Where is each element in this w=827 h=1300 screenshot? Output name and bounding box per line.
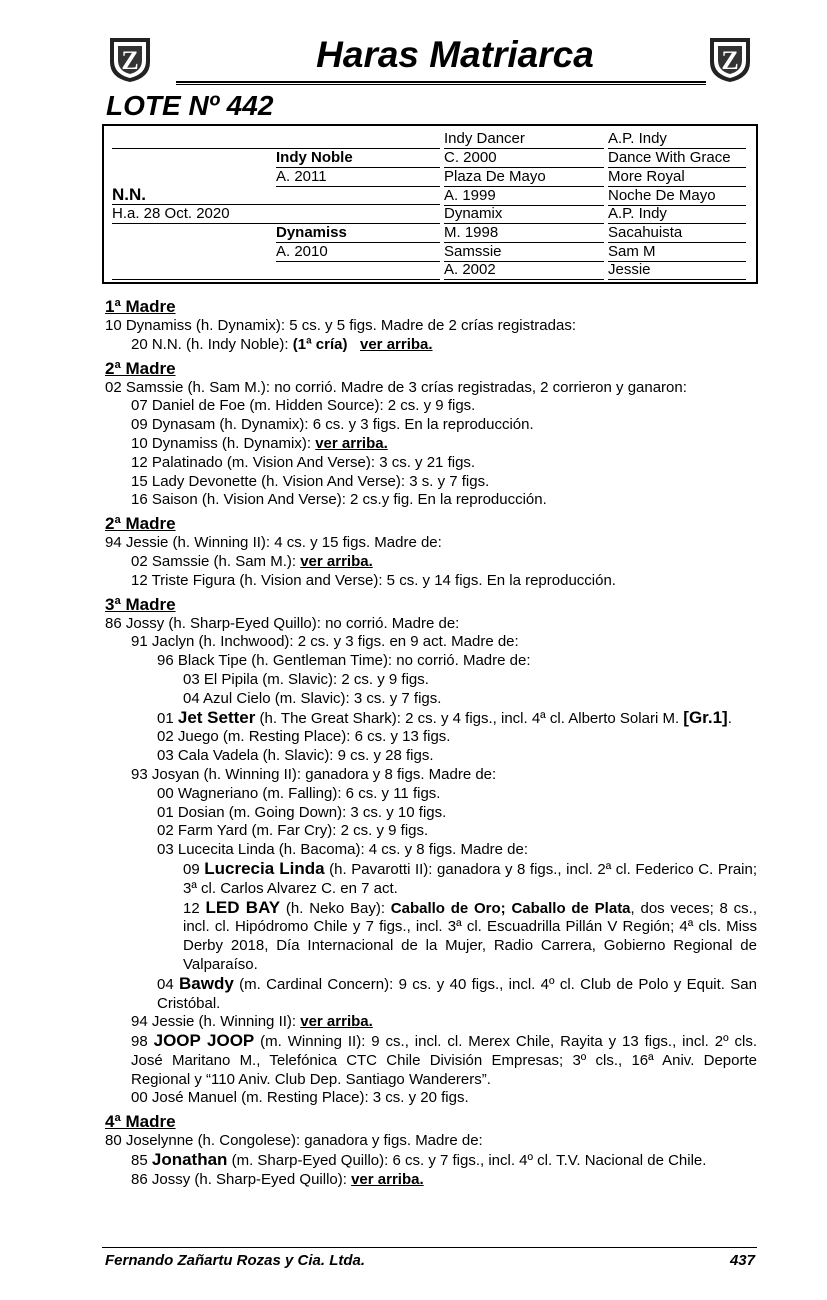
horse-name: LED BAY bbox=[205, 897, 281, 917]
pedigree-ds: Dynamix bbox=[444, 205, 604, 224]
entry-text: 85 bbox=[131, 1152, 152, 1170]
entry-line bbox=[105, 553, 757, 572]
pedigree-g8: Jessie bbox=[608, 261, 746, 280]
pedigree-dd: Samssie bbox=[444, 243, 604, 262]
pedigree-line bbox=[112, 261, 440, 280]
footer-company: Fernando Zañartu Rozas y Cia. Ltda. bbox=[105, 1252, 366, 1269]
page-number: 437 bbox=[729, 1252, 755, 1269]
entry-text: 98 bbox=[131, 1033, 154, 1051]
entry-text: (m. Winning II): 9 cs., incl. cl. Merex Chile, Rayita y 13 figs., incl. 2º cls. José Maritano M., Telefónica CTC Chile División Empresas; 3º cls., 16ª Aniv. Deporte Regional y “110 Aniv. Club Dep. Santiago Wanderers”. bbox=[131, 1033, 758, 1088]
entry-line: 02 Farm Yard (m. Far Cry): 2 cs. y 9 figs. bbox=[157, 822, 429, 840]
pedigree-dam: Dynamiss bbox=[276, 224, 440, 243]
entry-line bbox=[105, 435, 757, 454]
first-foal-note: (1ª cría) bbox=[292, 335, 348, 353]
horse-name: JOOP JOOP bbox=[153, 1031, 255, 1051]
pedigree-g5: A.P. Indy bbox=[608, 205, 746, 224]
entry-line: 03 Lucecita Linda (h. Bacoma): 4 cs. y 8 figs. Madre de: bbox=[157, 841, 529, 859]
section-heading: 3ª Madre bbox=[105, 594, 176, 614]
entry-text: (m. Cardinal Concern): 9 cs. y 40 figs., incl. 4º cl. Club de Polo y Equit. San Cristóbal. bbox=[157, 975, 757, 1012]
entry-line bbox=[105, 1013, 757, 1032]
entry-line bbox=[105, 336, 757, 355]
entry-line: 02 Juego (m. Resting Place): 6 cs. y 13 figs. bbox=[157, 728, 451, 746]
entry-line bbox=[105, 709, 757, 729]
pedigree-line bbox=[112, 130, 440, 149]
entry-text: . bbox=[727, 709, 732, 727]
pedigree-g1: A.P. Indy bbox=[608, 130, 746, 149]
horse-name: Jet Setter bbox=[177, 707, 256, 727]
pedigree-birth: H.a. 28 Oct. 2020 bbox=[112, 205, 440, 224]
entry-line bbox=[105, 860, 757, 899]
entry-line: 15 Lady Devonette (h. Vision And Verse): 3 s. y 7 figs. bbox=[131, 472, 490, 490]
entry-text: 94 Jessie (h. Winning II): bbox=[131, 1013, 301, 1031]
header-rule bbox=[176, 81, 706, 83]
entry-line: 91 Jaclyn (h. Inchwood): 2 cs. y 3 figs. en 9 act. Madre de: bbox=[131, 633, 519, 651]
pedigree-ds-year: M. 1998 bbox=[444, 224, 604, 243]
see-above-link: ver arriba. bbox=[300, 552, 373, 570]
entry-line: 16 Saison (h. Vision And Verse): 2 cs.y fig. En la reproducción. bbox=[131, 491, 547, 509]
pedigree-sire: Indy Noble bbox=[276, 149, 440, 168]
entry-text: (h. Neko Bay): bbox=[280, 899, 391, 917]
entry-text: 01 bbox=[157, 709, 178, 727]
section-heading: 4ª Madre bbox=[105, 1112, 176, 1132]
entry-line: 12 Triste Figura (h. Vision and Verse): 5 cs. y 14 figs. En la reproducción. bbox=[131, 571, 616, 589]
entry-line: 12 Palatinado (m. Vision And Verse): 3 cs. y 21 figs. bbox=[131, 453, 476, 471]
entry-line: 00 José Manuel (m. Resting Place): 3 cs. y 20 figs. bbox=[131, 1089, 469, 1107]
entry-line: 80 Joselynne (h. Congolese): ganadora y figs. Madre de: bbox=[105, 1132, 483, 1150]
see-above-link: ver arriba. bbox=[300, 1013, 373, 1031]
entry-line: 07 Daniel de Foe (m. Hidden Source): 2 cs. y 9 figs. bbox=[131, 397, 476, 415]
lot-title: LOTE Nº 442 bbox=[106, 90, 274, 121]
footer-rule bbox=[102, 1247, 757, 1248]
entry-text: , dos veces; 8 cs., incl. cl. Hipódromo Chile y 7 figs., incl. 3ª cl. Escuadrilla Pillán V Región; 4ª cls. Miss Derby 2018, Día Internacional de la Mujer, Radio Carrera, Gobierno Regional de Valparaíso. bbox=[183, 899, 758, 973]
dam-line-content bbox=[105, 293, 757, 1190]
entry-text: 02 Samssie (h. Sam M.): bbox=[131, 552, 301, 570]
pedigree-g7: Sam M bbox=[608, 243, 746, 262]
section-heading: 2ª Madre bbox=[105, 514, 176, 534]
entry-line bbox=[105, 1171, 757, 1190]
entry-line: 00 Wagneriano (m. Falling): 6 cs. y 11 figs. bbox=[157, 784, 441, 802]
horse-name: Bawdy bbox=[179, 973, 234, 993]
see-above-link: ver arriba. bbox=[315, 434, 388, 452]
entry-text: 86 Jossy (h. Sharp-Eyed Quillo): bbox=[131, 1170, 352, 1188]
entry-line: 04 Azul Cielo (m. Slavic): 3 cs. y 7 figs. bbox=[183, 689, 442, 707]
entry-line: 09 Dynasam (h. Dynamix): 6 cs. y 3 figs. En la reproducción. bbox=[131, 416, 534, 434]
entry-text: 09 bbox=[183, 860, 205, 878]
entry-line: 03 El Pipila (m. Slavic): 2 cs. y 9 figs. bbox=[183, 670, 429, 688]
entry-text: 10 Dynamiss (h. Dynamix): bbox=[131, 434, 316, 452]
entry-text: (h. Pavarotti II): ganadora y 8 figs., incl. 2ª cl. Federico C. Prain; 3ª cl. Carlos Alvarez C. en 7 act. bbox=[183, 860, 758, 897]
entry-line bbox=[105, 1151, 757, 1171]
pedigree-subject: N.N. bbox=[112, 186, 440, 205]
entry-line bbox=[105, 975, 757, 1014]
award-text: Caballo de Oro; Caballo de Plata bbox=[390, 899, 631, 917]
see-above-link: ver arriba. bbox=[360, 335, 433, 353]
pedigree-table bbox=[102, 124, 758, 284]
entry-line: 01 Dosian (m. Going Down): 3 cs. y 10 figs. bbox=[157, 803, 447, 821]
entry-line: 10 Dynamiss (h. Dynamix): 5 cs. y 5 figs. Madre de 2 crías registradas: bbox=[105, 317, 576, 334]
pedigree-sire-year: A. 2011 bbox=[276, 168, 440, 187]
header-rule-thin bbox=[176, 84, 706, 85]
pedigree-g3: More Royal bbox=[608, 168, 746, 187]
section-heading: 1ª Madre bbox=[105, 297, 176, 316]
z-shield-logo-icon bbox=[706, 34, 754, 84]
pedigree-g4: Noche De Mayo bbox=[608, 187, 746, 206]
pedigree-sd-year: A. 1999 bbox=[444, 187, 604, 206]
entry-text: 04 bbox=[157, 975, 180, 993]
section-heading: 2ª Madre bbox=[105, 358, 176, 378]
logo-letter: Z bbox=[121, 46, 139, 75]
entry-text: 12 bbox=[183, 899, 206, 917]
entry-line bbox=[105, 899, 757, 975]
entry-line: 86 Jossy (h. Sharp-Eyed Quillo): no corrió. Madre de: bbox=[105, 614, 460, 632]
horse-name: Lucrecia Linda bbox=[204, 858, 325, 878]
entry-text: 20 N.N. (h. Indy Noble): bbox=[131, 335, 293, 353]
pedigree-sd: Plaza De Mayo bbox=[444, 168, 604, 187]
entry-text: (m. Sharp-Eyed Quillo): 6 cs. y 7 figs., incl. 4º cl. T.V. Nacional de Chile. bbox=[227, 1152, 707, 1170]
see-above-link: ver arriba. bbox=[351, 1170, 424, 1188]
entry-line: 03 Cala Vadela (h. Slavic): 9 cs. y 28 figs. bbox=[157, 747, 434, 765]
pedigree-dam-year: A. 2010 bbox=[276, 243, 440, 262]
entry-line: 93 Josyan (h. Winning II): ganadora y 8 figs. Madre de: bbox=[131, 765, 497, 783]
entry-line: 02 Samssie (h. Sam M.): no corrió. Madre de 3 crías registradas, 2 corrieron y ganaron: bbox=[105, 378, 687, 396]
pedigree-g2: Dance With Grace bbox=[608, 149, 746, 168]
entry-line: 94 Jessie (h. Winning II): 4 cs. y 15 figs. Madre de: bbox=[105, 534, 442, 552]
entry-line bbox=[105, 1032, 757, 1089]
entry-text: (h. The Great Shark): 2 cs. y 4 figs., incl. 4ª cl. Alberto Solari M. bbox=[255, 709, 684, 727]
z-shield-logo-icon bbox=[106, 34, 154, 84]
pedigree-ss-year: C. 2000 bbox=[444, 149, 604, 168]
horse-name: Jonathan bbox=[151, 1150, 228, 1170]
page-title: Haras Matriarca bbox=[316, 34, 594, 75]
pedigree-dd-year: A. 2002 bbox=[444, 261, 604, 280]
grade-badge: [Gr.1] bbox=[683, 707, 728, 727]
logo-letter: Z bbox=[721, 46, 739, 75]
pedigree-g6: Sacahuista bbox=[608, 224, 746, 243]
entry-line: 96 Black Tipe (h. Gentleman Time): no corrió. Madre de: bbox=[157, 652, 531, 670]
pedigree-ss: Indy Dancer bbox=[444, 130, 604, 149]
